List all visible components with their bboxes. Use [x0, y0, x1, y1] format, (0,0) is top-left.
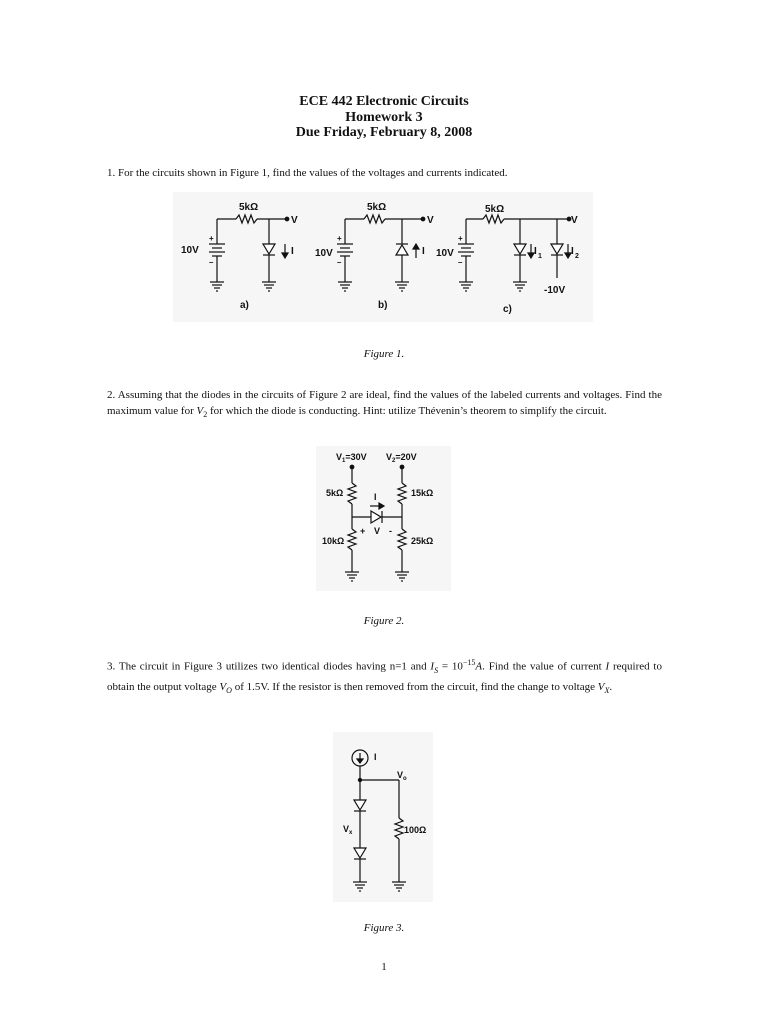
- figure-1: [173, 192, 593, 322]
- figure-3: [333, 732, 433, 902]
- fig2-v1-val: =30V: [345, 452, 367, 462]
- fig3-vx: [343, 824, 353, 836]
- fig1a-plus: +: [209, 234, 214, 243]
- problem-2-var: V: [196, 405, 204, 417]
- problem-2-var-sub: 2: [203, 410, 208, 420]
- fig1c-src-label: 10V: [436, 248, 454, 259]
- fig1c-i1-label: I: [534, 246, 537, 257]
- fig1c-plus: +: [458, 234, 463, 243]
- fig1b-res-label: 5kΩ: [367, 202, 387, 213]
- fig2-v2-val: =20V: [395, 452, 417, 462]
- fig2-v2: [386, 452, 417, 464]
- fig3-vo: [397, 770, 407, 782]
- problem-3-part-3: required to obtain the output voltage: [107, 660, 662, 693]
- fig1c-i2-label: I: [571, 246, 574, 257]
- problem-3-is-exp: −15: [462, 658, 476, 667]
- problem-3-vx-sub: X: [604, 686, 610, 696]
- fig1c-minus: –: [458, 258, 463, 267]
- problem-3-part-1: 3. The circuit in Figure 3 utilizes two identical diodes having n=1 and: [107, 660, 431, 673]
- problem-2-part-a: 2. Assuming that the diodes in the circuits of Figure 2 are ideal, find the values of the labeled currents and voltages. Find the maximum value for: [107, 389, 662, 417]
- problem-3-part-5: .: [609, 680, 613, 693]
- problem-3-is-unit: A: [475, 660, 483, 673]
- course-title: ECE 442 Electronic Circuits: [299, 94, 469, 109]
- problem-1-text: 1. For the circuits shown in Figure 1, find the values of the voltages and currents indicated.: [107, 167, 508, 179]
- fig2-v1: [336, 452, 367, 464]
- problem-3-vo-var: V: [219, 680, 227, 693]
- fig2-r1-label: 5kΩ: [326, 488, 344, 498]
- fig1b-v-label: V: [427, 215, 434, 226]
- fig1b-minus: –: [337, 258, 342, 267]
- problem-2-text: [107, 387, 662, 423]
- figure-1-caption: Figure 1.: [363, 348, 405, 360]
- fig2-r4-label: 25kΩ: [411, 536, 434, 546]
- fig1b-plus: +: [337, 234, 342, 243]
- figure-2-caption: Figure 2.: [363, 615, 405, 627]
- due-date: Due Friday, February 8, 2008: [295, 125, 473, 140]
- fig2-v1-sub: 1: [342, 458, 346, 464]
- figure-3-caption: Figure 3.: [363, 922, 405, 934]
- fig1a-i-label: I: [291, 246, 294, 257]
- fig2-i-label: I: [374, 492, 377, 502]
- fig1c-label: c): [503, 304, 512, 315]
- fig2-v-label: V: [374, 526, 381, 536]
- figure-2: [316, 446, 451, 591]
- fig1a-res-label: 5kΩ: [239, 202, 259, 213]
- problem-3-part-2: . Find the value of current: [482, 660, 606, 673]
- problem-2-part-b: for which the diode is conducting. Hint: utilize Thévenin’s theorem to simplify the circuit.: [207, 405, 607, 417]
- fig1b-i-label: I: [422, 246, 425, 257]
- fig1c-i1-sub: 1: [538, 253, 542, 260]
- problem-3-vo-sub: O: [226, 686, 232, 696]
- fig1c-neg-label: -10V: [544, 285, 566, 296]
- fig2-plus: +: [360, 526, 366, 536]
- fig1c-res-label: 5kΩ: [485, 204, 505, 215]
- problem-3-is-sub: S: [434, 665, 439, 675]
- fig2-r2-label: 15kΩ: [411, 488, 434, 498]
- fig2-v2-var: V: [386, 452, 393, 462]
- problem-3-text: [107, 655, 662, 699]
- fig3-vx-sub: x: [349, 830, 353, 836]
- fig2-v2-sub: 2: [392, 458, 396, 464]
- fig2-v1-var: V: [336, 452, 343, 462]
- homework-title: Homework 3: [345, 110, 423, 125]
- problem-3-part-4: of 1.5V. If the resistor is then removed from the circuit, find the change to voltage: [231, 680, 598, 693]
- problem-3-i-var: I: [605, 660, 610, 673]
- fig1b-label: b): [378, 300, 388, 311]
- problem-3-vx-var: V: [597, 680, 605, 693]
- fig1a-minus: –: [209, 258, 214, 267]
- fig2-r3-label: 10kΩ: [322, 536, 345, 546]
- fig1c-v-label: V: [571, 215, 578, 226]
- problem-3-is-var: I: [430, 660, 435, 673]
- fig1a-label: a): [240, 300, 249, 311]
- fig1a-v-label: V: [291, 215, 298, 226]
- fig3-vo-var: V: [397, 770, 404, 780]
- fig1b-src-label: 10V: [315, 248, 333, 259]
- fig3-vx-var: V: [343, 824, 350, 834]
- fig1a-src-label: 10V: [181, 245, 199, 256]
- fig1c-i2-sub: 2: [575, 253, 579, 260]
- fig3-vo-sub: o: [403, 776, 407, 782]
- fig3-res-label: 100Ω: [404, 825, 427, 835]
- page-number: 1: [381, 961, 387, 973]
- fig2-minus: -: [389, 526, 392, 536]
- fig3-i-label: I: [374, 752, 377, 762]
- problem-3-is-eq: = 10: [438, 660, 463, 673]
